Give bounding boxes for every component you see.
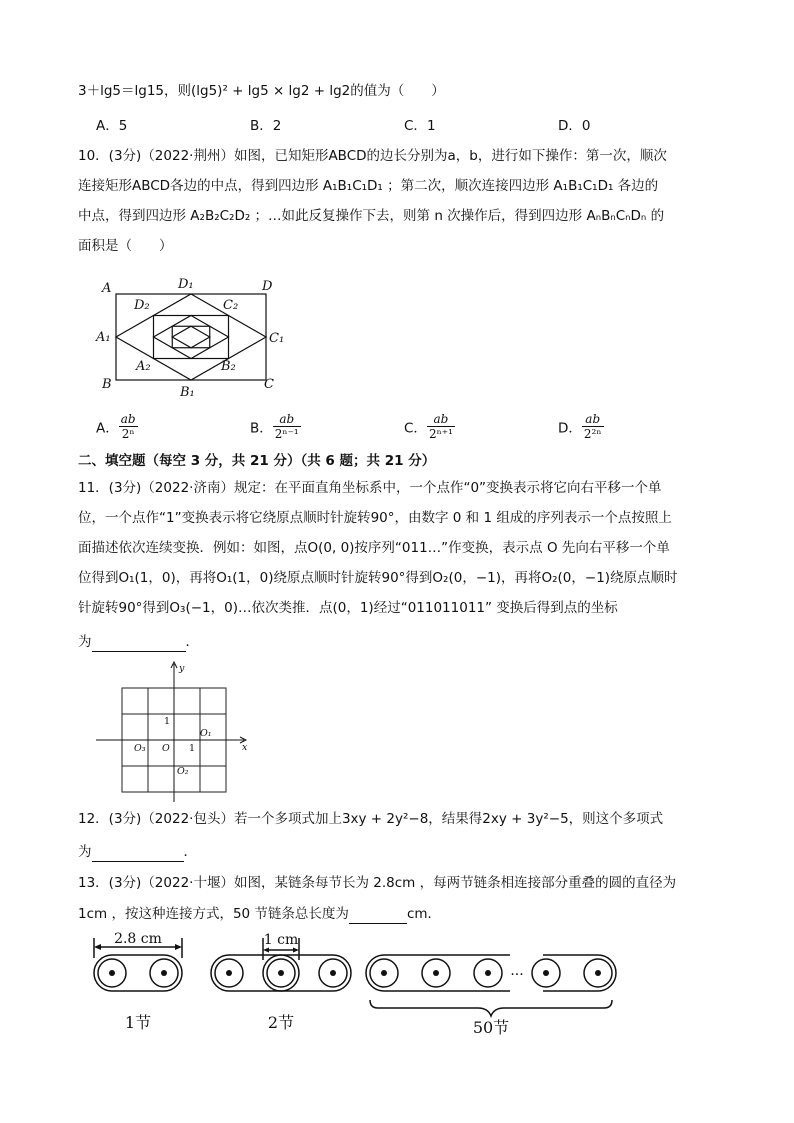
q9-option-d: D．0 (558, 118, 591, 134)
q11-answer-line: 为 ． (78, 634, 199, 650)
label-a1: A₁ (96, 330, 111, 345)
label-b1: B₁ (180, 385, 195, 400)
label-1-link: 1节 (124, 1013, 152, 1032)
q11-line2: 位，一个点作“1”变换表示将它绕原点顺时针旋转90°，由数字 0 和 1 组成的序列表示一个点按照上 (78, 510, 672, 526)
label-x: x (242, 742, 248, 753)
q13-chain-figure (88, 930, 648, 1035)
q10-line3: 中点，得到四边形 A₂B₂C₂D₂ ；…如此反复操作下去，则第 n 次操作后，得到四边形 AₙBₙCₙDₙ 的 (78, 208, 665, 224)
q11-line5: 针旋转90°得到O₃(−1，0)…依次类推．点(0，1)经过“011011011” 变换后得到点的坐标 (78, 600, 618, 616)
q12-answer-blank[interactable] (92, 845, 184, 862)
label-d: D (262, 279, 273, 294)
q12-line1: 12．(3分)（2022·包头）若一个多项式加上3xy + 2y²−8，结果得2xy + 3y²−5，则这个多项式 (78, 811, 664, 827)
q12-answer-line: 为 ． (78, 844, 197, 860)
label-ellipsis: ··· (510, 967, 524, 983)
label-y-one: 1 (164, 716, 171, 727)
label-d1: D₁ (178, 277, 194, 292)
q10-option-d: D． $\frac{ab}{\text{2²ⁿ}}$ (558, 412, 602, 441)
q10-line4: 面积是（ ） (78, 238, 173, 254)
label-b2: B₂ (221, 359, 236, 374)
q10-option-c: C． $\frac{ab}{\text{2ⁿ⁺¹}}$ (404, 412, 453, 441)
label-d2: D₂ (134, 298, 150, 313)
q10-line1: 10．(3分)（2022·荆州）如图，已知矩形ABCD的边长分别为a，b，进行如下操作：第一次，顺次 (78, 148, 667, 164)
label-a: A (102, 281, 112, 296)
q13-answer-blank[interactable] (349, 907, 407, 924)
label-50-links: 50节 (472, 1018, 510, 1035)
q9-option-b: B．2 (250, 118, 282, 134)
label-o3: O₃ (134, 743, 146, 754)
label-link-length: 2.8 cm (114, 931, 162, 947)
q11-line1: 11．(3分)（2022·济南）规定：在平面直角坐标系中，一个点作“0”变换表示将它向右平移一个单 (78, 480, 662, 496)
q9-stem: 3＋lg5＝lg15，则(lg5)² + lg5 × lg2 + lg2的值为（ ） (78, 83, 445, 99)
label-y: y (179, 663, 185, 674)
q10-rectangle-figure (94, 272, 294, 400)
label-x-one: 1 (189, 743, 196, 754)
q11-line3: 面描述依次连续变换．例如：如图，点O(0, 0)按序列“011…”作变换，表示点 O 先向右平移一个单 (78, 540, 670, 556)
label-overlap: 1 cm (263, 932, 299, 948)
q9-option-c: C．1 (404, 118, 436, 134)
q10-option-b: B． $\frac{ab}{\text{2ⁿ⁻¹}}$ (250, 412, 299, 441)
label-a2: A₂ (136, 359, 151, 374)
q9-option-a: A．5 (96, 118, 128, 134)
label-2-links: 2节 (267, 1013, 295, 1032)
section-title: 二、填空题（每空 3 分，共 21 分）（共 6 题；共 21 分） (78, 453, 436, 469)
label-c: C (264, 377, 274, 392)
q11-grid-figure (94, 660, 254, 802)
label-b: B (102, 377, 112, 392)
q11-answer-blank[interactable] (92, 635, 186, 652)
q10-line2: 连接矩形ABCD各边的中点，得到四边形 A₁B₁C₁D₁ ；第二次，顺次连接四边形 A₁B₁C₁D₁ 各边的 (78, 178, 659, 194)
label-o1: O₁ (200, 728, 212, 739)
q13-line1: 13．(3分)（2022·十堰）如图，某链条每节长为 2.8cm ，每两节链条相连接部分重叠的圆的直径为 (78, 875, 677, 891)
q13-line2: 1cm ，按这种连接方式，50 节链条总长度为 cm． (78, 906, 442, 922)
label-o2: O₂ (177, 766, 189, 777)
q10-option-a: A． $\frac{ab}{\text{2ⁿ}}$ (96, 412, 136, 441)
label-c2: C₂ (223, 298, 239, 313)
label-o: O (162, 743, 170, 754)
q11-line4: 位得到O₁(1，0)，再将O₁(1，0)绕原点顺时针旋转90°得到O₂(0，−1)，再将O₂(0，−1)绕原点顺时 (78, 570, 678, 586)
label-c1: C₁ (269, 331, 285, 346)
